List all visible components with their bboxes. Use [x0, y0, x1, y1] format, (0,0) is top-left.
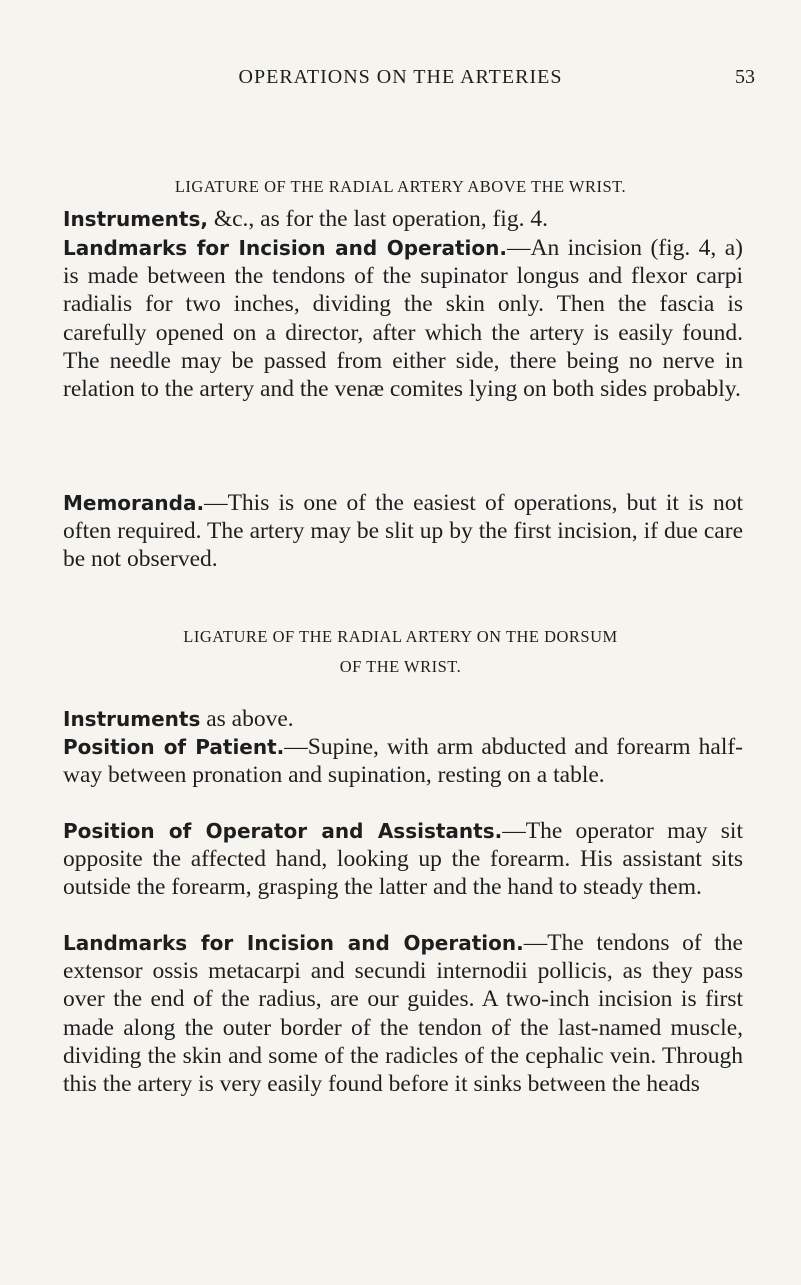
page-number: 53: [735, 66, 755, 88]
paragraph-lead: Instruments,: [63, 207, 208, 231]
paragraph-text: —The operator may sit opposite the affected hand, looking up the forearm. His assistant sits outside the forearm, grasping the latter and the hand to steady them.: [63, 818, 743, 901]
paragraph-position-patient: [63, 733, 743, 789]
paragraph-instruments-2: [63, 705, 743, 733]
paragraph-landmarks-1: [63, 234, 743, 403]
paragraph-position-operator: [63, 817, 743, 902]
paragraph-lead: Landmarks for Incision and Operation.: [63, 931, 524, 955]
paragraph-lead: Memoranda.: [63, 491, 205, 515]
paragraph-text: &c., as for the last operation, fig. 4.: [207, 206, 548, 232]
paragraph-text: —Supine, with arm abducted and forearm half-way between pronation and supination, resting on a table.: [63, 734, 743, 789]
paragraph-text: as above.: [200, 706, 294, 732]
paragraph-lead: Position of Patient.: [63, 735, 285, 759]
paragraph-lead: Instruments: [63, 707, 201, 731]
running-header: [0, 64, 801, 94]
paragraph-memoranda: [63, 489, 743, 574]
paragraph-text: —The tendons of the extensor ossis metacarpi and secundi internodii pollicis, as they pass over the end of the radius, are our guides. A two-inch incision is first made along the outer border of the tendon of the last-named muscle, dividing the skin and some of the radicles of the cephalic vein. Through this the artery is very easily found before it sinks between the heads: [63, 930, 743, 1098]
running-title: OPERATIONS ON THE ARTERIES: [238, 66, 563, 88]
section-heading-radial-dorsum-line1: LIGATURE OF THE RADIAL ARTERY ON THE DORSUM: [183, 627, 618, 646]
paragraph-lead: Position of Operator and Assistants.: [63, 819, 503, 843]
paragraph-lead: Landmarks for Incision and Operation.: [63, 236, 507, 260]
paragraph-text: —This is one of the easiest of operations, but it is not often required. The artery may be slit up by the first incision, if due care be not observed.: [63, 490, 743, 573]
section-heading-radial-above-wrist: LIGATURE OF THE RADIAL ARTERY ABOVE THE WRIST.: [174, 177, 627, 196]
paragraph-landmarks-2: [63, 929, 743, 1098]
section-heading-radial-dorsum-line2: OF THE WRIST.: [339, 657, 462, 676]
paragraph-instruments-1: [63, 205, 743, 233]
paragraph-text: —An incision (fig. 4, a) is made between the tendons of the supinator longus and flexor carpi radialis for two inches, dividing the skin only. Then the fascia is carefully opened on a director, after which the artery is easily found. The needle may be passed from either side, there being no nerve in relation to the artery and the venæ comites lying on both sides probably.: [63, 235, 743, 403]
